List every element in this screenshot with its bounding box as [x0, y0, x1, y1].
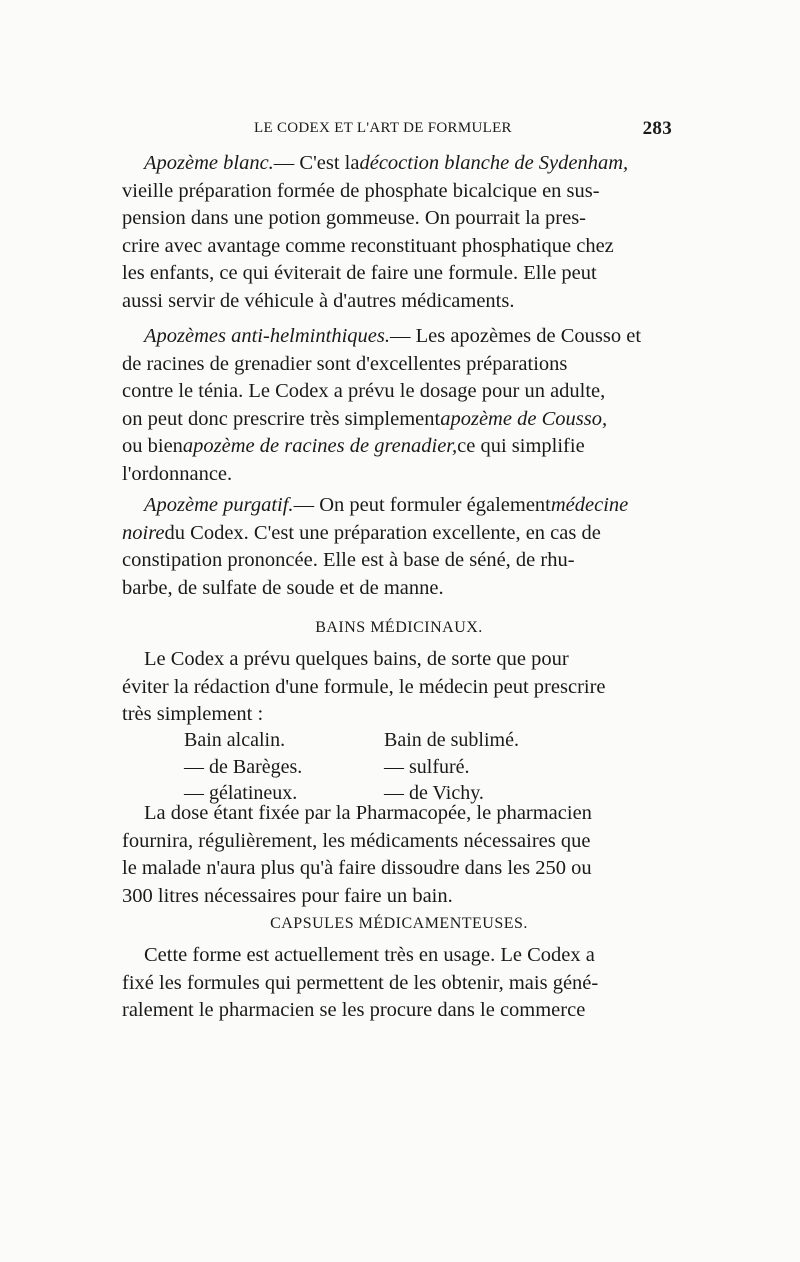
list-item: — gélatineux. — de Vichy. [184, 782, 484, 804]
list-item: — de Barèges. — sulfuré. [184, 755, 470, 778]
section-heading-capsules [122, 910, 676, 938]
text-line: barbe, de sulfate de soude et de manne. [122, 576, 444, 599]
text-line: crire avec avantage comme reconstituant phosphatique chez [122, 234, 614, 257]
text-line: éviter la rédaction d'une formule, le médecin peut prescrire [122, 675, 606, 698]
text-line: pension dans une potion gommeuse. On pourrait la pres- [122, 207, 587, 229]
text-line: l'ordonnance. [122, 462, 233, 485]
running-header [122, 118, 676, 140]
text-line: Cette forme est actuellement très en usage. Le Codex a [144, 944, 595, 966]
page-number: 283 [642, 118, 672, 139]
paragraph-capsules [122, 942, 676, 1025]
heading-capsules-medicamenteuses: CAPSULES MÉDICAMENTEUSES. [270, 915, 528, 932]
text-line: Le Codex a prévu quelques bains, de sorte que pour [144, 648, 569, 670]
text-line: 300 litres nécessaires pour faire un bain. [122, 884, 453, 907]
text-line: les enfants, ce qui éviterait de faire une formule. Elle peut [122, 262, 597, 284]
paragraph-apozemes-anti-helminthiques [122, 323, 676, 488]
text-line: ou bienapozème de racines de grenadier,ce qui simplifie [122, 435, 585, 457]
text-line: contre le ténia. Le Codex a prévu le dosage pour un adulte, [122, 380, 606, 402]
section-heading-bains [122, 614, 676, 642]
text-line: aussi servir de véhicule à d'autres médicaments. [122, 289, 515, 312]
text-line: Apozèmes anti-helminthiques.— Les apozèmes de Cousso et [122, 323, 676, 351]
paragraph-apozeme-purgatif [122, 492, 676, 602]
baths-list [122, 727, 676, 807]
text-line: La dose étant fixée par la Pharmacopée, le pharmacien [144, 802, 592, 824]
term-apozeme-purgatif: Apozème purgatif. [144, 494, 294, 516]
text-line: Apozème blanc.— C'est ladécoction blanche de Sydenham, [122, 150, 676, 178]
paragraph-bains-intro [122, 646, 676, 729]
term-apozemes-anti-helminthiques: Apozèmes anti-helminthiques. [144, 325, 390, 347]
text-line: constipation prononcée. Elle est à base de séné, de rhu- [122, 549, 575, 571]
list-item: Bain alcalin. Bain de sublimé. [184, 729, 519, 751]
paragraph-apozeme-blanc [122, 150, 676, 315]
paragraph-dose [122, 800, 676, 910]
text-line: très simplement : [122, 703, 264, 725]
text-line: on peut donc prescrire très simplementapozème de Cousso, [122, 407, 608, 430]
text-line: Apozème purgatif.— On peut formuler égalementmédecine [122, 492, 676, 520]
text-line: fixé les formules qui permettent de les obtenir, mais géné- [122, 971, 599, 994]
text-line: fournira, régulièrement, les médicaments nécessaires que [122, 829, 591, 852]
text-line: vieille préparation formée de phosphate bicalcique en sus- [122, 179, 600, 202]
running-title: LE CODEX ET L'ART DE FORMULER [254, 120, 512, 136]
text-line: le malade n'aura plus qu'à faire dissoudre dans les 250 ou [122, 857, 592, 879]
text-line: noiredu Codex. C'est une préparation excellente, en cas de [122, 521, 601, 544]
text-line: ralement le pharmacien se les procure dans le commerce [122, 999, 586, 1021]
text-line: de racines de grenadier sont d'excellentes préparations [122, 352, 568, 375]
heading-bains-medicinaux: BAINS MÉDICINAUX. [315, 619, 483, 636]
term-apozeme-blanc: Apozème blanc. [144, 152, 274, 174]
